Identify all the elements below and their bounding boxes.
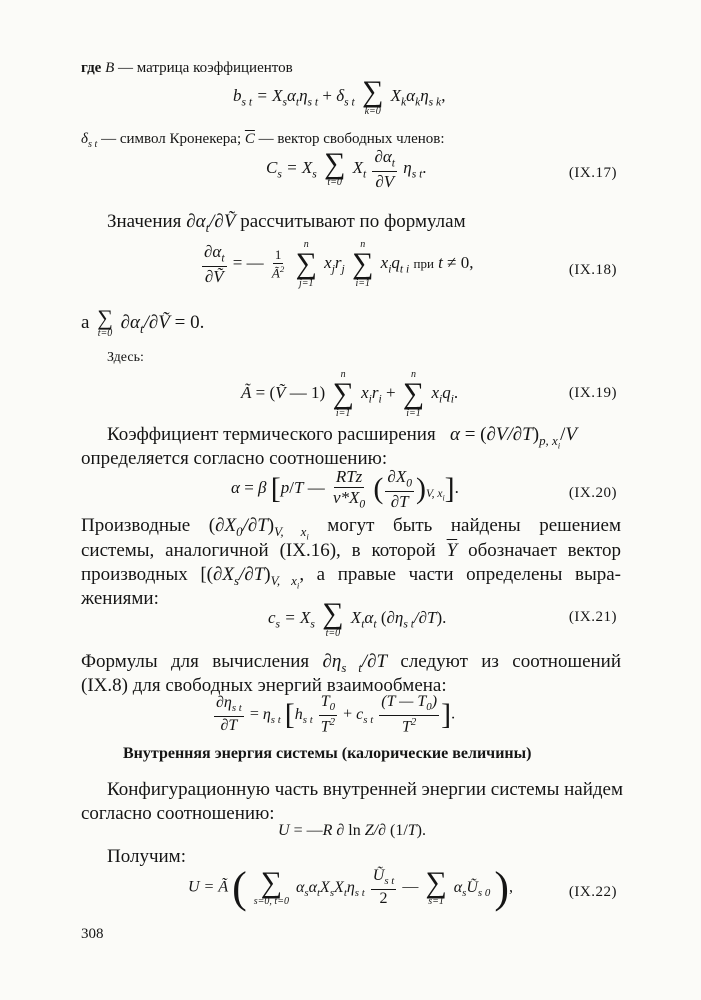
equation-number: (IX.21)	[568, 609, 617, 625]
text-line: Коэффициент термического расширения $\alpha = (\partial V/\partial T)_{p, x_i}/V$	[107, 424, 578, 451]
equation-ix20: α = β [p/T — $\frac{\text{RTz}}{v*X_0}$ ( $\frac{\partial X_0}{\partial T}$ )$_{V, x_i}$].	[231, 467, 459, 511]
equation-bst: $b_{s t} = X_s\alpha_t\eta_{s t} + \delta_{s t}$ ∑ k=0 $X_k\alpha_k\eta_{s k}$,	[233, 75, 446, 117]
equation-number: (IX.22)	[568, 884, 617, 900]
text-line: определяется согласно соотношению:	[81, 448, 388, 469]
text-line: Производные $(\partial X_0/\partial T)_{V, x_i}$ могут быть найдены решением	[81, 515, 622, 542]
text-line: Формулы для вычисления $\partial\eta_{s t}/\partial T$ следуют из соотношений	[81, 651, 622, 675]
equation-ix21: $c_s = X_s$ ∑ t=0 $X_t\alpha_t$ $(\partial\eta_{s t}/\partial T)$.	[268, 597, 447, 639]
text-line: Значения $\partial\alpha_t/\partial Ṽ$ рассчитывают по формулам	[107, 211, 466, 235]
text-line: системы, аналогичной (IX.16), в которой $\overline{Y}$ обозначает вектор	[81, 540, 621, 561]
equation-number: (IX.19)	[568, 385, 617, 401]
equation-deta: $\frac{\partial\eta_{s t}}{\partial T}$ = $\eta_{s t}$ [$h_{s t}$ $\frac{T_0}{T^2}$ + $c_{s t}$ $\frac{(T — T_0)}{T^2}$ ].	[216, 693, 456, 735]
equation-number: (IX.20)	[568, 485, 617, 501]
text-line: $\delta_{s t}$ — символ Кронекера; $\overline{C}$ — вектор свободных членов:	[81, 131, 445, 150]
text-line: жениями:	[81, 588, 159, 609]
text-line: где B — матрица коэффициентов	[81, 60, 293, 76]
equation-number: (IX.18)	[568, 262, 617, 278]
section-heading: Внутренняя энергия системы (калорические величины)	[123, 745, 532, 762]
equation-number: (IX.17)	[568, 165, 617, 181]
equation-ix17: $C_s = X_s$ ∑ t=0 $X_t$ $\frac{\partial\alpha_t}{\partial V}$ $\eta_{s t}$.	[266, 146, 427, 191]
text-line: Получим:	[107, 846, 186, 867]
equation-ix18: $\frac{\partial\alpha_t}{\text{∂Ṽ}}$ = — $\frac{1}{Ã^2}$ n ∑ j=1 $x_jr_j$ n ∑ i=1 $x_iq_{t i}$ при t ≠ 0,	[204, 239, 474, 289]
page-number: 308	[81, 926, 104, 942]
equation-ix22: U = Ã ( ∑ s=0, t=0 $\alpha_s\alpha_tX_sX_t\eta_{s t}$ $\frac{Ũ_{s t}}{2}$ — ∑ s=1 $\alpha_sŨ_{s 0}$ ),	[188, 863, 513, 912]
equation-u: U = —R ∂ ln Z/∂ (1/T).	[278, 822, 426, 839]
equation-ix19: Ã = (Ṽ — 1) n ∑ i=1 $x_ir_i$ + n ∑ i=1 $x_iq_i$.	[241, 369, 459, 419]
text-line: согласно соотношению:	[81, 803, 275, 824]
text-line: производных [$(\partial X_s/\partial T)_{V, x_i}$, а правые части определены выра-	[81, 564, 621, 591]
text-line: (IX.8) для свободных энергий взаимообмена:	[81, 675, 447, 696]
text-line: Здесь:	[107, 350, 144, 365]
text-line: а ∑ t=0 $\partial\alpha_t/\partial Ṽ = 0$.	[81, 305, 205, 339]
text-line: Конфигурационную часть внутренней энергии системы найдем	[107, 779, 623, 800]
where-word: где	[81, 60, 102, 76]
